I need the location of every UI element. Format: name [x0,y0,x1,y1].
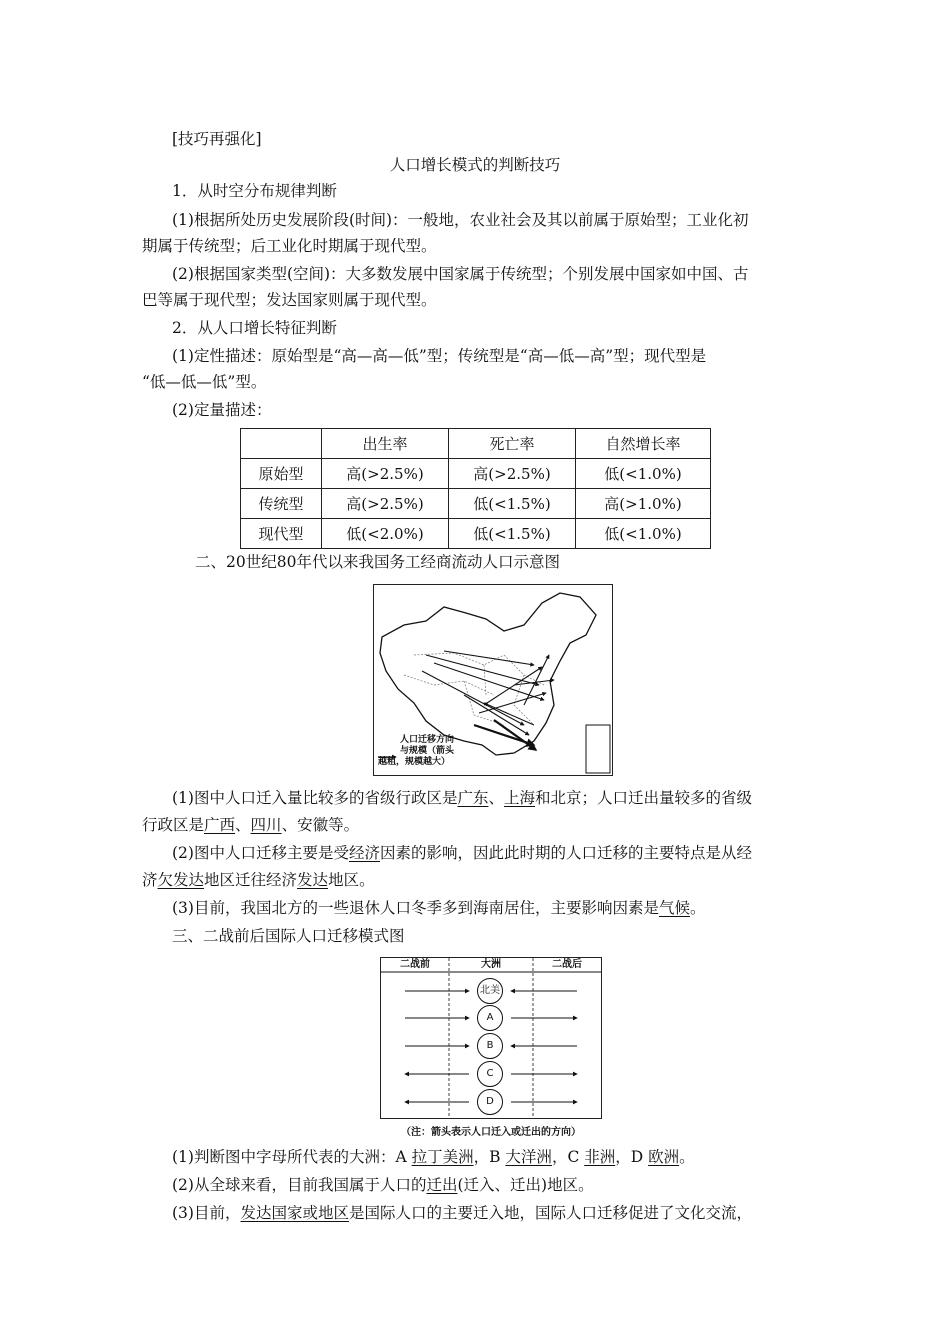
south-sea-inset [586,725,610,773]
legend-line: 人口迁移方向 [400,735,455,745]
migration-pattern-diagram [380,957,602,1119]
table-cell: 高(>2.5%) [322,489,449,519]
table-cell: 现代型 [241,519,322,549]
col-header-continent: 大洲 [481,959,501,970]
sec-two-heading: 二、20世纪80年代以来我国务工经商流动人口示意图 [195,553,560,571]
s1-p1-line2: 期属于传统型；后工业化时期属于现代型。 [142,237,437,255]
s1-p1-line1: (1)根据所处历史发展阶段(时间)：一般地，农业社会及其以前属于原始型；工业化初 [172,211,749,229]
answer: 气候 [658,899,690,917]
s1-p2-line2: 巴等属于现代型；发达国家则属于现代型。 [142,291,437,309]
s2-p2: (2)定量描述： [172,401,272,419]
diagram-note: （注：箭头表示人口迁入或迁出的方向） [401,1127,581,1138]
table-header-row [241,429,711,459]
table-row [241,519,711,549]
table-cell: 原始型 [241,459,322,489]
table-row [241,489,711,519]
continent-circle-c: C [477,1061,503,1087]
table-cell: 低(<1.5%) [449,489,576,519]
s2-p1-line2: “低—低—低”型。 [142,373,267,391]
table-cell: 传统型 [241,489,322,519]
answer: 广西 [204,816,236,834]
sec-three-heading: 三、二战前后国际人口迁移模式图 [172,927,405,945]
answer: 欠发达 [157,871,205,889]
table-header-cell: 出生率 [322,429,449,459]
answer: 上海 [504,789,536,807]
answer: 拉丁美洲 [411,1148,474,1166]
sec-two-q2-line1: (2)图中人口迁移主要是受经济因素的影响，因此此时期的人口迁移的主要特点是从经 [172,844,752,862]
s2-p1-line1: (1)定性描述：原始型是“高—高—低”型；传统型是“高—低—高”型；现代型是 [172,347,707,365]
continent-circle-b: B [477,1033,503,1059]
table-cell: 低(<1.5%) [449,519,576,549]
section-tag: [技巧再强化] [172,130,262,148]
answer: 四川 [250,816,282,834]
answer: 发达 [297,871,329,889]
answer: 非洲 [584,1148,616,1166]
legend-line: 与规模（箭头 [400,746,455,756]
table-row [241,459,711,489]
sec-three-q1: (1)判断图中字母所代表的大洲：A 拉丁美洲，B 大洋洲，C 非洲，D 欧洲。 [172,1148,695,1166]
sec-three-q3: (3)目前，发达国家或地区是国际人口的主要迁入地，国际人口迁移促进了文化交流， [172,1204,752,1222]
s1-p2-line1: (2)根据国家类型(空间)：大多数发展中国家属于传统型；个别发展中国家如中国、古 [172,265,749,283]
col-header-after: 二战后 [552,959,582,970]
table-cell: 高(>2.5%) [449,459,576,489]
continent-circle-north-america: 北美 [477,978,503,1004]
sec-three-q2: (2)从全球来看，目前我国属于人口的迁出(迁入、迁出)地区。 [172,1176,594,1194]
table-header-cell: 死亡率 [449,429,576,459]
sec-two-q1-line2: 行政区是广西、四川、安徽等。 [142,816,360,834]
answer: 广东 [457,789,489,807]
map-legend [378,735,454,768]
table-cell: 高(>2.5%) [322,459,449,489]
china-migration-map [373,584,613,776]
answer: 经济 [348,844,380,862]
table-cell: 高(>1.0%) [576,489,711,519]
growth-rate-table [240,428,711,549]
answer: 发达国家或地区 [240,1204,349,1222]
table-header-cell: 自然增长率 [576,429,711,459]
table-cell: 低(<2.0%) [322,519,449,549]
answer: 迁出 [426,1176,458,1194]
table-header-cell [241,429,322,459]
answer: 欧洲 [648,1148,680,1166]
continent-circle-d: D [477,1089,503,1115]
page-title: 人口增长模式的判断技巧 [389,156,561,174]
s2-heading: 2．从人口增长特征判断 [172,319,337,337]
answer: 大洋洲 [505,1148,552,1166]
s1-heading: 1．从时空分布规律判断 [172,182,337,200]
table-cell: 低(<1.0%) [576,459,711,489]
sec-two-q1-line1: (1)图中人口迁入量比较多的省级行政区是广东、上海和北京；人口迁出量较多的省级 [172,789,753,807]
continent-circle-a: A [477,1005,503,1031]
sec-two-q2-line2: 济欠发达地区迁往经济发达地区。 [142,871,375,889]
col-header-before: 二战前 [400,959,430,970]
sec-two-q3: (3)目前，我国北方的一些退休人口冬季多到海南居住，主要影响因素是气候。 [172,899,706,917]
table-cell: 低(<1.0%) [576,519,711,549]
legend-line: 越粗，规模越大） [378,757,451,767]
